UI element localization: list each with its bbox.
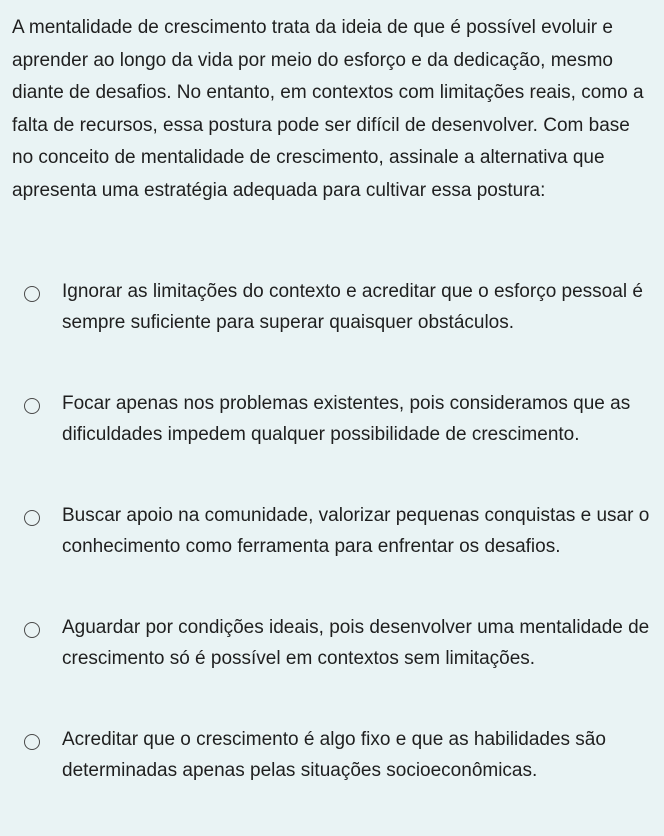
question-text: A mentalidade de crescimento trata da ideia de que é possível evoluir e aprender ao longo da vida por meio do esforço e da dedicação, mesmo diante de desafios. No entanto, em contextos com limitações reais, como a falta de recursos, essa postura pode ser difícil de desenvolver. Com base no conceito de mentalidade de crescimento, assinale a alternativa que apresenta uma estratégia adequada para cultivar essa postura: <box>12 17 644 201</box>
option-d[interactable] <box>0 612 664 724</box>
option-label: Ignorar as limitações do contexto e acreditar que o esforço pessoal é sempre suficiente para superar quaisquer obstáculos. <box>62 281 643 333</box>
option-label: Acreditar que o crescimento é algo fixo e que as habilidades são determinadas apenas pelas situações socioeconômicas. <box>62 729 606 781</box>
radio-button[interactable] <box>24 622 40 638</box>
option-label: Focar apenas nos problemas existentes, pois consideramos que as dificuldades impedem qualquer possibilidade de crescimento. <box>62 393 631 445</box>
answer-options <box>0 276 664 836</box>
radio-button[interactable] <box>24 734 40 750</box>
radio-button[interactable] <box>24 398 40 414</box>
option-c[interactable] <box>0 500 664 612</box>
option-label: Aguardar por condições ideais, pois desenvolver uma mentalidade de crescimento só é possível em contextos sem limitações. <box>62 617 650 669</box>
option-a[interactable] <box>0 276 664 388</box>
option-e[interactable] <box>0 724 664 836</box>
option-b[interactable] <box>0 388 664 500</box>
radio-button[interactable] <box>24 286 40 302</box>
option-label: Buscar apoio na comunidade, valorizar pequenas conquistas e usar o conhecimento como ferramenta para enfrentar os desafios. <box>62 505 650 557</box>
radio-button[interactable] <box>24 510 40 526</box>
